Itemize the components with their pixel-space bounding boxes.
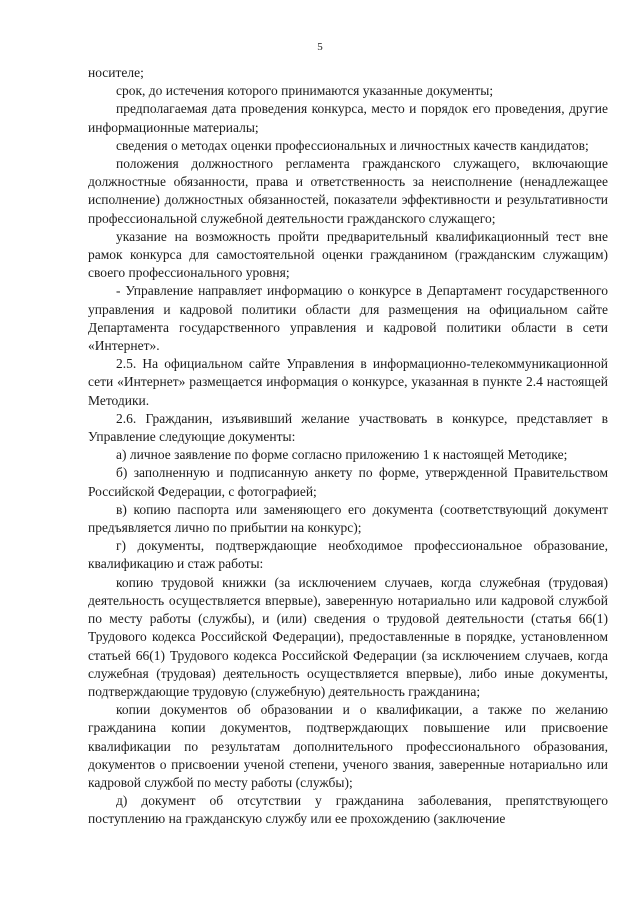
paragraph: предполагаемая дата проведения конкурса, место и порядок его проведения, другие информационные материалы;: [88, 101, 608, 135]
paragraph: г) документы, подтверждающие необходимое профессиональное образование, квалификацию и стаж работы:: [88, 538, 608, 572]
paragraph: копию трудовой книжки (за исключением случаев, когда служебная (трудовая) деятельность осуществляется впервые), заверенную нотариально или кадровой службой по месту работы (службы), и (или) сведения о трудовой деятельности (статья 66(1) Трудового кодекса Российской Федерации), предоставленные в порядке, установленном статьей 66(1) Трудового кодекса Российской Федерации (за исключением случаев, когда служебная (трудовая) деятельность осуществляется впервые), либо иные документы, подтверждающие трудовую (служебную) деятельность гражданина;: [88, 574, 608, 699]
page-number: 5: [317, 41, 323, 53]
paragraph: 2.5. На официальном сайте Управления в информационно-телекоммуникационной сети «Интернет» размещается информация о конкурсе, указанная в пункте 2.4 настоящей Методики.: [88, 356, 608, 408]
paragraph: копии документов об образовании и о квалификации, а также по желанию гражданина копии документов, подтверждающих повышение или присвоение квалификации по результатам дополнительного профессионального образования, документов о присвоении ученой степени, ученого звания, заверенные нотариально или кадровой службой по месту работы (службы);: [88, 702, 608, 790]
document-body: [88, 64, 608, 829]
paragraph: б) заполненную и подписанную анкету по форме, утвержденной Правительством Российской Федерации, с фотографией;: [88, 465, 608, 499]
paragraph: а) личное заявление по форме согласно приложению 1 к настоящей Методике;: [116, 447, 568, 463]
paragraph: указание на возможность пройти предварительный квалификационный тест вне рамок конкурса для самостоятельной оценки гражданином (гражданским служащим) своего профессионального уровня;: [88, 228, 608, 281]
paragraph: в) копию паспорта или заменяющего его документа (соответствующий документ предъявляется лично по прибытии на конкурс);: [88, 501, 608, 536]
paragraph: 2.6. Гражданин, изъявивший желание участвовать в конкурсе, представляет в Управление следующие документы:: [88, 410, 608, 445]
paragraph: сведения о методах оценки профессиональных и личностных качеств кандидатов;: [116, 137, 589, 153]
paragraph: носителе;: [88, 65, 144, 80]
paragraph: д) документ об отсутствии у гражданина заболевания, препятствующего поступлению на гражданскую службу или ее прохождению (заключение: [88, 793, 608, 827]
paragraph: - Управление направляет информацию о конкурсе в Департамент государственного управления и кадровой политики области для размещения на официальном сайте Департамента государственного управления и кадровой политики области в сети «Интернет».: [88, 283, 608, 354]
paragraph: положения должностного регламента гражданского служащего, включающие должностные обязанности, права и ответственность за неисполнение (ненадлежащее исполнение) должностных обязанностей, показатели эффективности и результативности профессиональной служебной деятельности гражданского служащего;: [88, 156, 608, 226]
paragraph: срок, до истечения которого принимаются указанные документы;: [116, 83, 494, 99]
